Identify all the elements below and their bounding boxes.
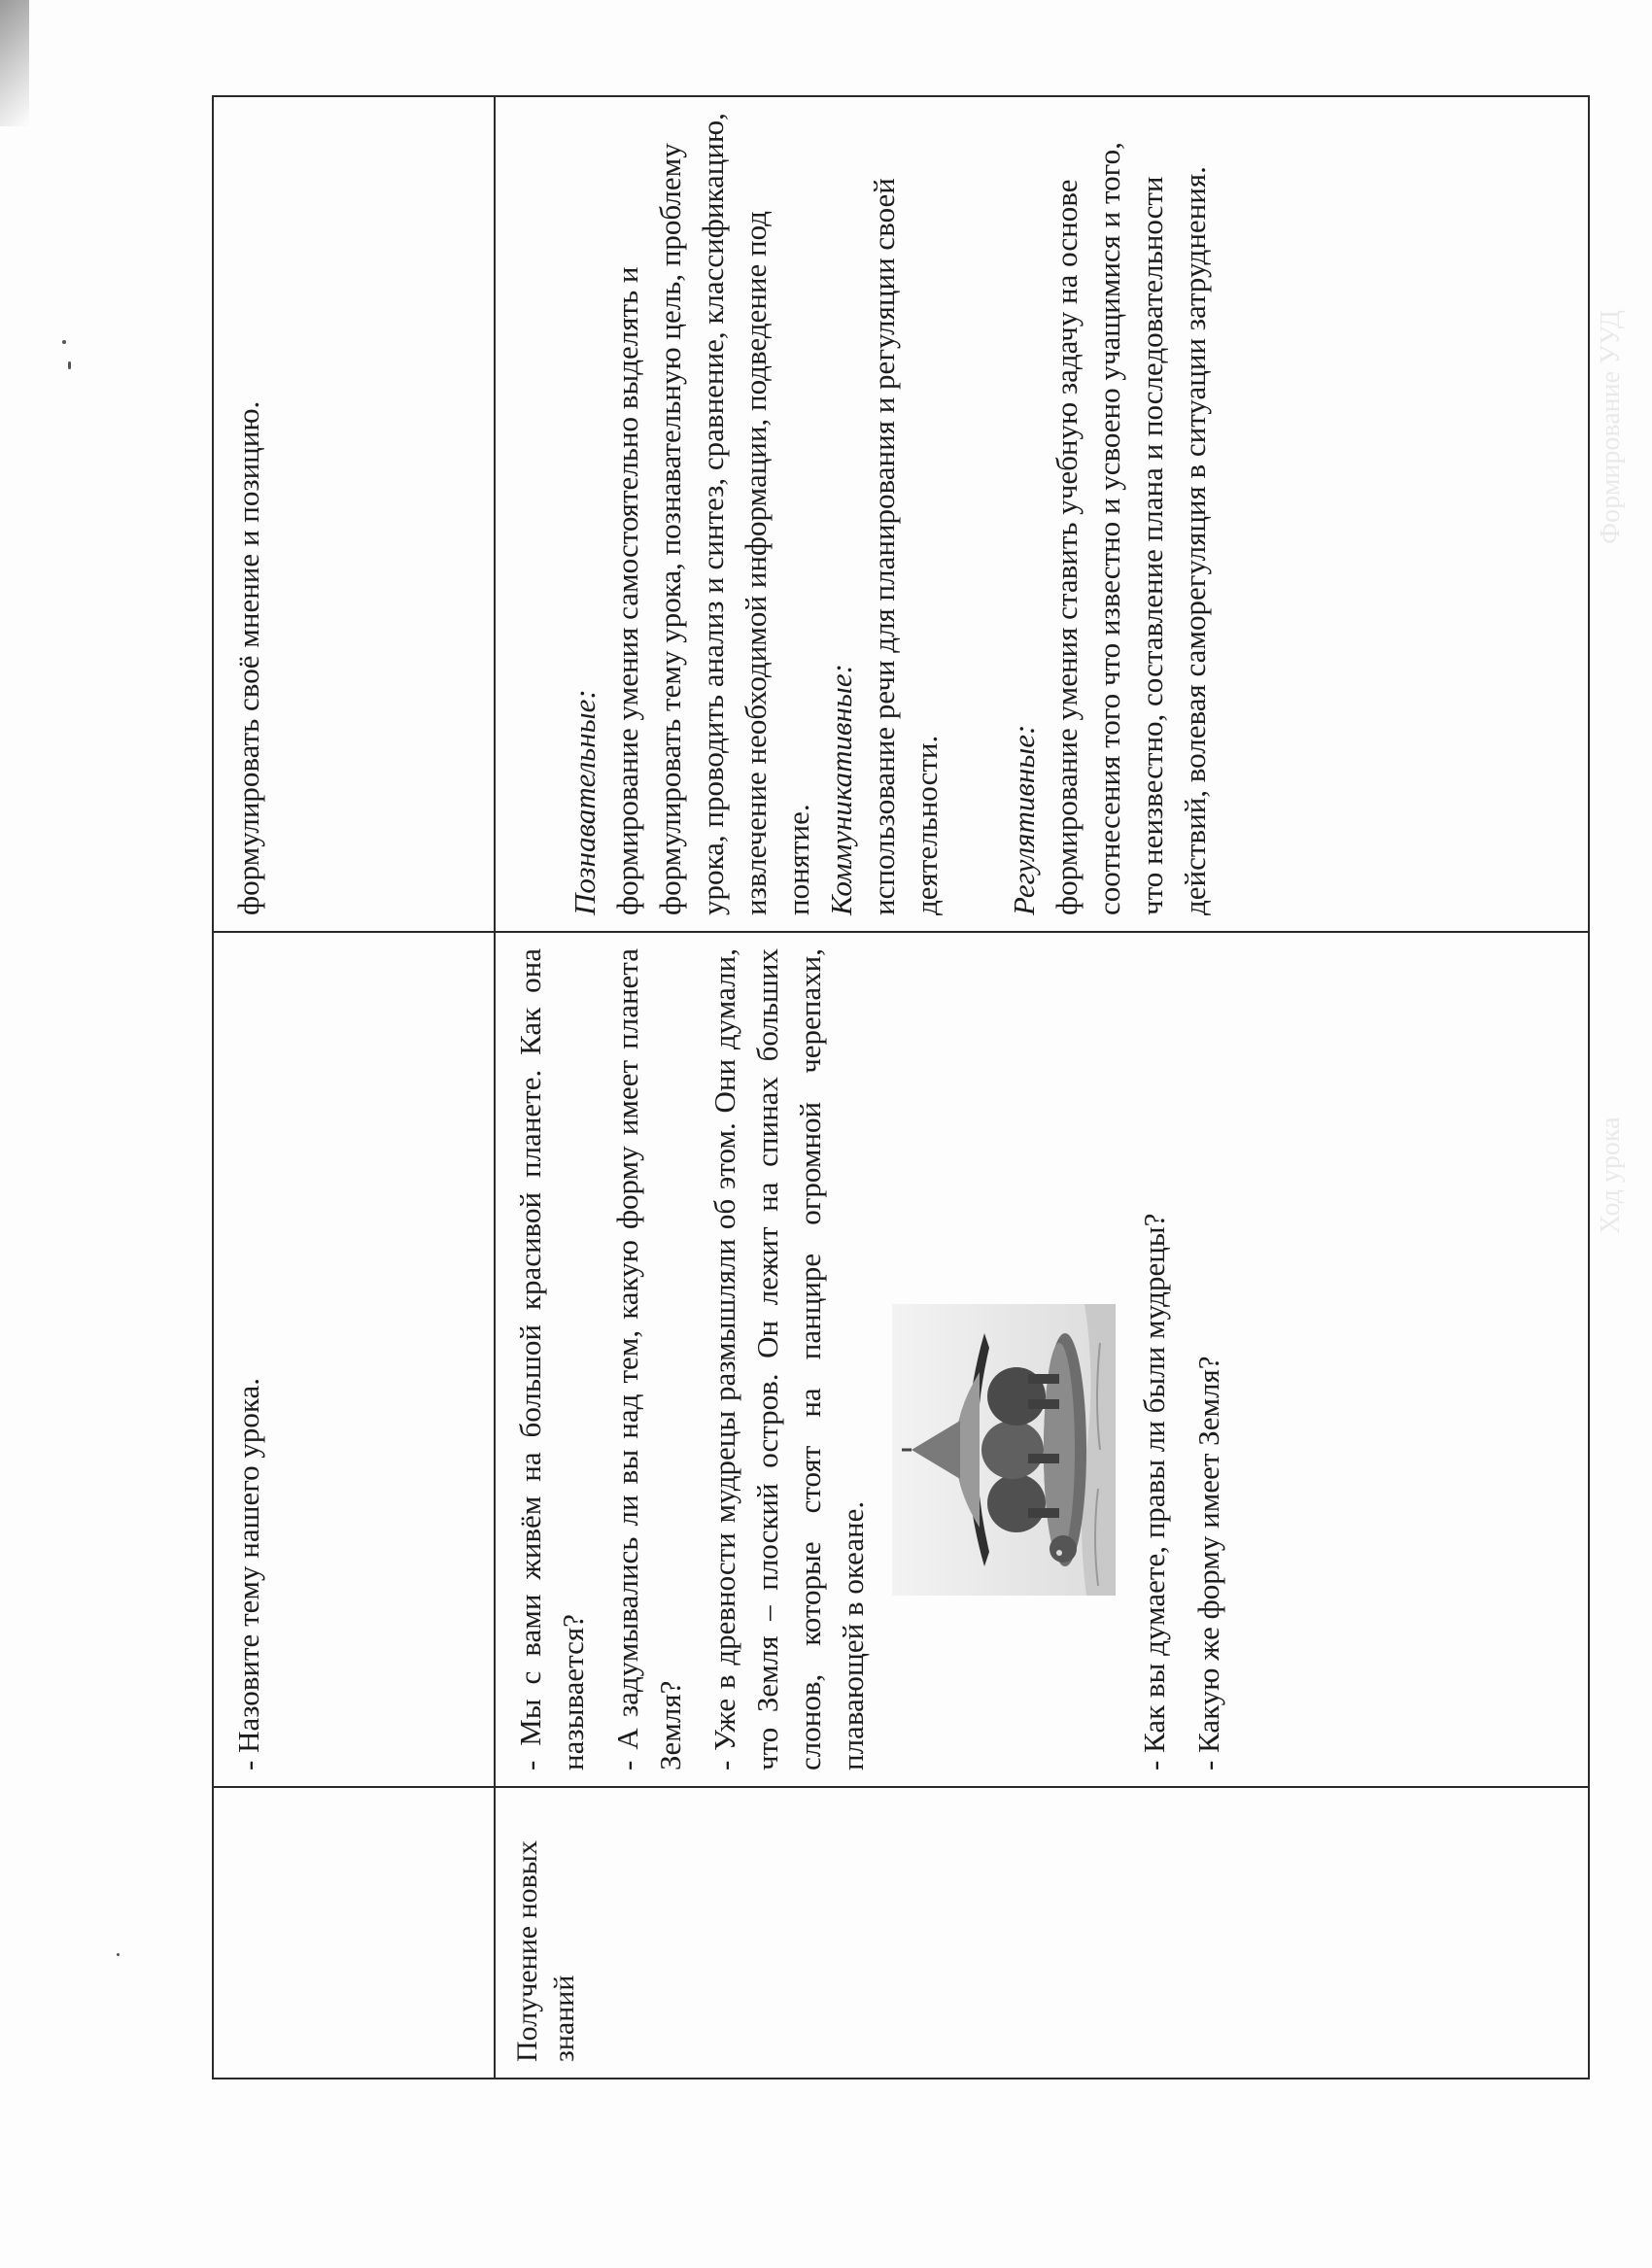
lesson-plan-table: [212, 95, 1590, 2079]
scan-speck: [117, 1953, 120, 1956]
scan-speck: [68, 361, 71, 369]
uud-heading-cognitive: Познавательные:: [568, 689, 602, 915]
stage-title: Получение новых знаний: [511, 1840, 580, 2062]
uud-heading-communicative: Коммуникативные:: [824, 664, 858, 915]
uud-communicative-text: использование речи для планирования и регуляции своей деятельности.: [867, 178, 944, 915]
flat-earth-illustration-icon: [892, 1304, 1116, 1596]
scan-speck: [62, 340, 66, 344]
teacher-paragraph: - Какую же форму имеет Земля?: [1191, 1356, 1225, 1770]
teacher-paragraph: - Мы с вами живём на большой красивой планете. Как она называется?: [513, 948, 590, 1770]
teacher-paragraph: - Как вы думаете, правы ли были мудрецы?: [1137, 1213, 1171, 1770]
scanner-edge-shadow: [0, 0, 29, 126]
table-row: [495, 96, 1589, 2079]
uud-regulatory-text: формирование умения ставить учебную задачу на основе соотнесения того что известно и усвоено учащимися и того, что неизвестно, составление плана и последовательности действий, волевая саморегуляция в ситуации затруднения.: [1050, 142, 1212, 915]
bleed-through-text: Ход урока: [1596, 1117, 1626, 1234]
flat-earth-on-elephants-svg: [892, 1304, 1116, 1596]
stage-cell-empty: [213, 1787, 495, 2079]
table-row: [213, 96, 495, 2079]
uud-cognitive-text: формирование умения самостоятельно выделять и формулировать тему урока, познавательную цель, проблему урока, проводить анализ и синтез, сравнение, классификацию, извлечение необходимой информации, подведение под понятие.: [610, 113, 815, 915]
teacher-activity-cell: [495, 932, 1589, 1787]
uud-text: формулировать своё мнение и позицию.: [231, 400, 265, 915]
uud-cell: [213, 96, 495, 932]
teacher-activity-cell: [213, 932, 495, 1787]
rotated-table-wrapper: [212, 97, 1530, 2079]
uud-cell: [495, 96, 1589, 932]
uud-heading-regulatory: Регулятивные:: [1007, 724, 1041, 915]
teacher-question: - Назовите тему нашего урока.: [231, 1377, 265, 1770]
bleed-through-text: Формирование УУД: [1596, 310, 1626, 544]
teacher-paragraph: - А задумывались ли вы над тем, какую форму имеет планета Земля?: [610, 948, 687, 1770]
teacher-paragraph: - Уже в древности мудрецы размышляли об этом. Они думали, что Земля – плоский остров. Он лежит на спинах больших слонов, которые стоят на панцире огромной черепахи, плавающей в океане.: [707, 948, 870, 1770]
stage-cell: [495, 1787, 1589, 2079]
